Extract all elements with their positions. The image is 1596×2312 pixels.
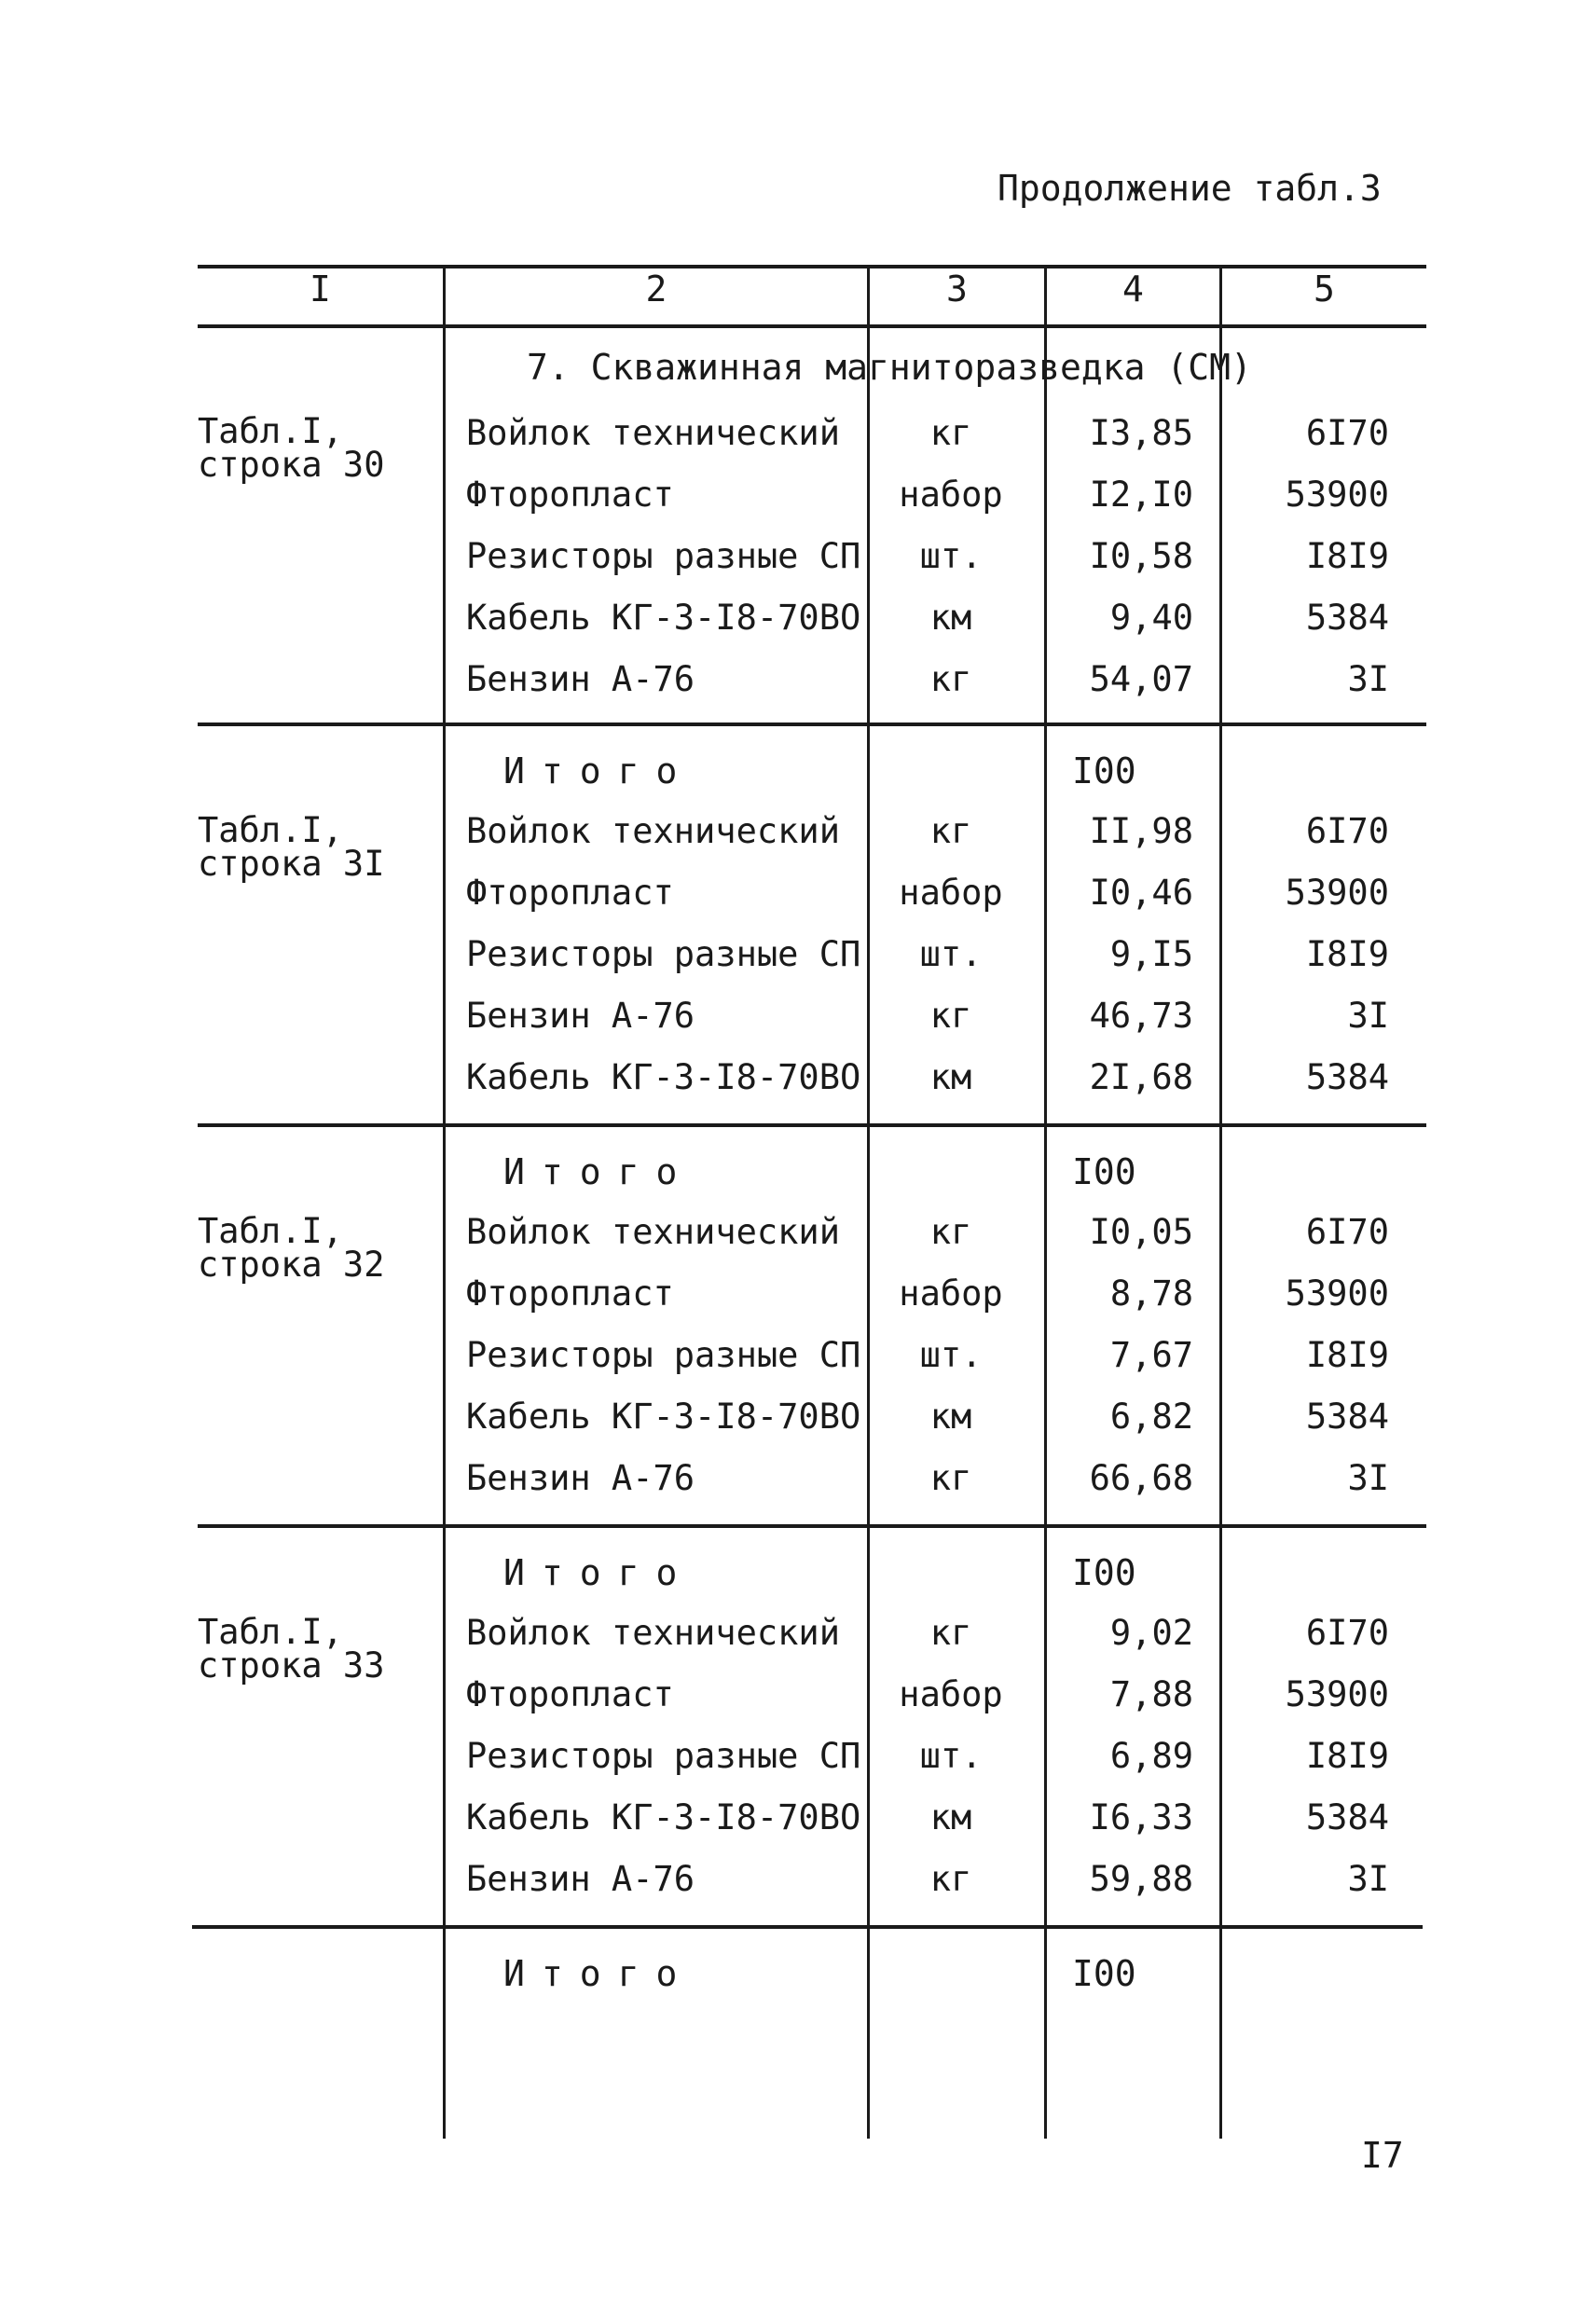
cell-name: Кабель КГ-3-I8-70ВО [466, 1797, 861, 1837]
cell-pct: 46,73 [1089, 996, 1193, 1036]
table-row [0, 1397, 1596, 1458]
cell-name: Кабель КГ-3-I8-70ВО [466, 1397, 861, 1437]
cell-name: Резисторы разные СП [466, 1736, 861, 1776]
cell-name: Резисторы разные СП [466, 934, 861, 974]
cell-price: 53900 [1285, 873, 1389, 913]
cell-price: 3I [1347, 996, 1389, 1036]
cell-name: Войлок технический [466, 811, 840, 851]
cell-pct: 59,88 [1089, 1859, 1193, 1899]
table-row [0, 1335, 1596, 1397]
total-label: Итого [503, 1552, 695, 1593]
cell-unit: кг [929, 1458, 972, 1498]
cell-pct: 66,68 [1089, 1458, 1193, 1498]
cell-unit: набор [899, 873, 1003, 913]
total-value: I00 [1072, 1953, 1136, 1994]
page-number: I7 [1361, 2135, 1404, 2176]
total-value: I00 [1072, 1552, 1136, 1593]
cell-unit: шт. [919, 934, 983, 974]
cell-unit: кг [929, 413, 972, 453]
rule-group-2 [198, 1123, 1426, 1127]
cell-unit: кг [929, 1859, 972, 1899]
ref-line: Табл.I, [198, 411, 343, 451]
cell-name: Бензин А-76 [466, 1458, 695, 1498]
cell-pct: I3,85 [1089, 413, 1193, 453]
rule-group-1 [198, 722, 1426, 726]
cell-unit: км [929, 1397, 972, 1437]
ref-line: строка 33 [198, 1645, 385, 1686]
table-row [0, 659, 1596, 721]
ref-line: строка 30 [198, 445, 385, 485]
table-row [0, 1273, 1596, 1335]
ref-line: Табл.I, [198, 810, 343, 850]
section-title: 7. Скважинная магниторазведка (СМ) [527, 347, 1252, 388]
rule-group-4 [192, 1925, 1423, 1929]
cell-pct: I0,05 [1089, 1212, 1193, 1252]
cell-unit: км [929, 1057, 972, 1097]
cell-price: I8I9 [1305, 934, 1389, 974]
table-row [0, 1859, 1596, 1920]
cell-unit: кг [929, 996, 972, 1036]
table-row [0, 536, 1596, 598]
table-row [0, 598, 1596, 659]
cell-unit: шт. [919, 1736, 983, 1776]
cell-name: Бензин А-76 [466, 1859, 695, 1899]
rule-group-3 [198, 1524, 1426, 1528]
table-row [0, 934, 1596, 996]
cell-price: 3I [1347, 1458, 1389, 1498]
table-row [0, 873, 1596, 934]
table-row [0, 1613, 1596, 1674]
table-row [0, 811, 1596, 873]
cell-price: I8I9 [1305, 536, 1389, 576]
col-header-5: 5 [1314, 268, 1335, 310]
cell-price: 6I70 [1305, 811, 1389, 851]
cell-unit: км [929, 598, 972, 638]
cell-pct: 7,88 [1109, 1674, 1193, 1714]
cell-price: 53900 [1285, 1674, 1389, 1714]
cell-pct: 6,82 [1109, 1397, 1193, 1437]
total-label: Итого [503, 1953, 695, 1994]
table-row [0, 475, 1596, 536]
cell-name: Резисторы разные СП [466, 1335, 861, 1375]
cell-price: 6I70 [1305, 413, 1389, 453]
cell-price: 5384 [1305, 1057, 1389, 1097]
cell-name: Резисторы разные СП [466, 536, 861, 576]
cell-price: 53900 [1285, 1273, 1389, 1314]
table-row [0, 1212, 1596, 1273]
cell-unit: кг [929, 811, 972, 851]
cell-pct: I0,46 [1089, 873, 1193, 913]
cell-pct: 6,89 [1109, 1736, 1193, 1776]
cell-name: Войлок технический [466, 1613, 840, 1653]
total-label: Итого [503, 750, 695, 791]
table-row [0, 413, 1596, 475]
cell-unit: набор [899, 1273, 1003, 1314]
cell-pct: 54,07 [1089, 659, 1193, 699]
cell-pct: 8,78 [1109, 1273, 1193, 1314]
cell-pct: 9,I5 [1109, 934, 1193, 974]
total-value: I00 [1072, 1151, 1136, 1192]
ref-line: строка 32 [198, 1245, 385, 1285]
cell-price: 5384 [1305, 1797, 1389, 1837]
cell-price: 5384 [1305, 598, 1389, 638]
table-row [0, 1674, 1596, 1736]
cell-name: Фторопласт [466, 1273, 674, 1314]
total-value: I00 [1072, 750, 1136, 791]
rule-header-bottom [198, 324, 1426, 328]
cell-pct: I0,58 [1089, 536, 1193, 576]
cell-pct: 9,40 [1109, 598, 1193, 638]
cell-unit: шт. [919, 1335, 983, 1375]
cell-name: Кабель КГ-3-I8-70ВО [466, 1057, 861, 1097]
cell-pct: 7,67 [1109, 1335, 1193, 1375]
table-row [0, 1797, 1596, 1859]
ref-line: Табл.I, [198, 1211, 343, 1251]
cell-name: Фторопласт [466, 1674, 674, 1714]
cell-unit: кг [929, 1613, 972, 1653]
cell-unit: км [929, 1797, 972, 1837]
table-row [0, 1458, 1596, 1520]
cell-name: Бензин А-76 [466, 996, 695, 1036]
cell-name: Фторопласт [466, 475, 674, 515]
total-label: Итого [503, 1151, 695, 1192]
cell-name: Войлок технический [466, 1212, 840, 1252]
col-header-3: 3 [946, 268, 968, 310]
cell-price: 3I [1347, 659, 1389, 699]
cell-unit: набор [899, 475, 1003, 515]
table-caption: Продолжение табл.3 [998, 168, 1382, 209]
ref-line: строка 3I [198, 844, 385, 884]
cell-pct: I6,33 [1089, 1797, 1193, 1837]
cell-price: 6I70 [1305, 1212, 1389, 1252]
col-header-1: I [310, 268, 331, 310]
cell-name: Кабель КГ-3-I8-70ВО [466, 598, 861, 638]
cell-unit: кг [929, 659, 972, 699]
cell-pct: 2I,68 [1089, 1057, 1193, 1097]
cell-name: Войлок технический [466, 413, 840, 453]
table-row [0, 1057, 1596, 1119]
cell-price: I8I9 [1305, 1736, 1389, 1776]
cell-name: Фторопласт [466, 873, 674, 913]
cell-price: 5384 [1305, 1397, 1389, 1437]
cell-price: 53900 [1285, 475, 1389, 515]
cell-name: Бензин А-76 [466, 659, 695, 699]
table-row [0, 996, 1596, 1057]
col-header-2: 2 [645, 268, 667, 310]
cell-price: 6I70 [1305, 1613, 1389, 1653]
table-row [0, 1736, 1596, 1797]
col-header-4: 4 [1122, 268, 1144, 310]
ref-line: Табл.I, [198, 1612, 343, 1652]
cell-pct: II,98 [1089, 811, 1193, 851]
cell-pct: 9,02 [1109, 1613, 1193, 1653]
cell-unit: кг [929, 1212, 972, 1252]
cell-unit: набор [899, 1674, 1003, 1714]
cell-pct: I2,I0 [1089, 475, 1193, 515]
cell-unit: шт. [919, 536, 983, 576]
cell-price: 3I [1347, 1859, 1389, 1899]
cell-price: I8I9 [1305, 1335, 1389, 1375]
